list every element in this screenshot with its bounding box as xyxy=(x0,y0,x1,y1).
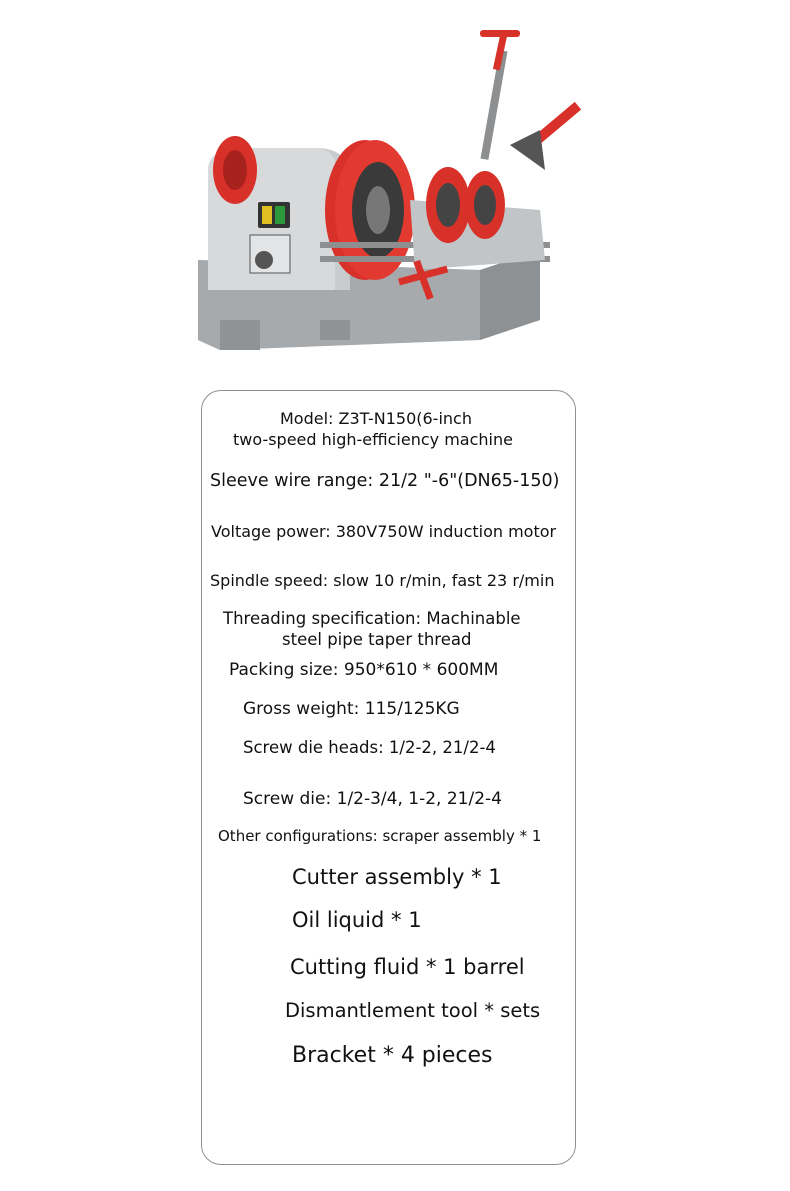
spec-gross-weight: Gross weight: 115/125KG xyxy=(243,699,460,719)
spec-sleeve-wire-range: Sleeve wire range: 21/2 "-6"(DN65-150) xyxy=(210,471,560,491)
spec-threading-line2: steel pipe taper thread xyxy=(282,630,472,649)
spec-voltage-power: Voltage power: 380V750W induction motor xyxy=(211,522,557,541)
spec-model-line1: Model: Z3T-N150(6-inch xyxy=(280,409,472,428)
spec-oil-liquid: Oil liquid * 1 xyxy=(292,908,422,932)
spec-cutting-fluid: Cutting fluid * 1 barrel xyxy=(290,955,525,979)
spec-threading-line1: Threading specification: Machinable xyxy=(223,609,521,628)
spec-screw-die-heads: Screw die heads: 1/2-2, 21/2-4 xyxy=(243,738,496,757)
spec-packing-size: Packing size: 950*610 * 600MM xyxy=(229,660,499,680)
spec-screw-die: Screw die: 1/2-3/4, 1-2, 21/2-4 xyxy=(243,789,502,809)
pipe-threading-machine-icon xyxy=(180,20,610,370)
spec-bracket: Bracket * 4 pieces xyxy=(292,1043,493,1068)
spec-other-configurations: Other configurations: scraper assembly * 1 xyxy=(218,827,542,845)
spec-spindle-speed: Spindle speed: slow 10 r/min, fast 23 r/min xyxy=(210,571,555,590)
spec-dismantlement-tool: Dismantlement tool * sets xyxy=(285,999,541,1022)
spec-cutter-assembly: Cutter assembly * 1 xyxy=(292,865,502,889)
spec-model-line2: two-speed high-efficiency machine xyxy=(233,430,513,449)
